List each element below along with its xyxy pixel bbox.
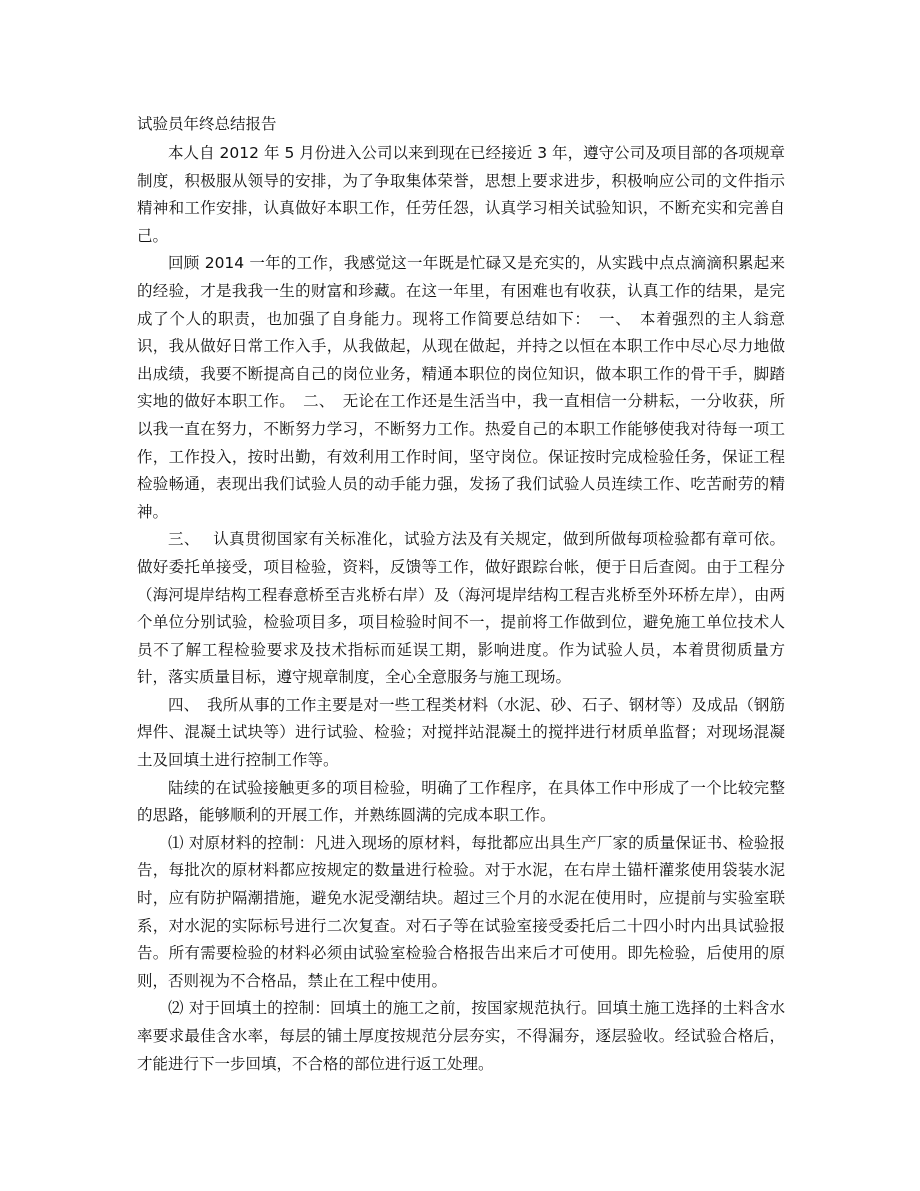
paragraph-review: 回顾 2014 一年的工作，我感觉这一年既是忙碌又是充实的，从实践中点点滴滴积累起来的经验，才是我我一生的财富和珍藏。在这一年里，有困难也有收获，认真工作的结果，是完成了个人的职责，也加强了自身能力。现将工作简要总结如下： 一、 本着强烈的主人翁意识，我从做好日常工作入手，从我做起，从现在做起，并持之以恒在本职工作中尽心尽力地做出成绩，我要不断提高自己的岗位业务，精通本职位的岗位知识，做本职工作的骨干手，脚踏实地的做好本职工作。 二、 无论在工作还是生活当中，我一直相信一分耕耘，一分收获，所以我一直在努力，不断努力学习，不断努力工作。热爱自己的本职工作能够使我对待每一项工作，工作投入，按时出勤，有效利用工作时间，坚守岗位。保证按时完成检验任务，保证工程检验畅通，表现出我们试验人员的动手能力强，发扬了我们试验人员连续工作、吃苦耐劳的精神。 (137, 254, 785, 521)
paragraph-workflow: 陆续的在试验接触更多的项目检验，明确了工作程序，在具体工作中形成了一个比较完整的思路，能够顺利的开展工作，并熟练圆满的完成本职工作。 (137, 778, 785, 825)
paragraph-backfill: ⑵ 对于回填土的控制：回填土的施工之前，按国家规范执行。回填土施工选择的土料含水率要求最佳含水率，每层的铺土厚度按规范分层夯实，不得漏夯，逐层验收。经试验合格后，才能进行下一步回填，不合格的部位进行返工处理。 (137, 999, 785, 1073)
paragraph-intro: 本人自 2012 年 5 月份进入公司以来到现在已经接近 3 年，遵守公司及项目部的各项规章制度，积极服从领导的安排，为了争取集体荣誉，思想上要求进步，积极响应公司的文件指示精神和工作安排，认真做好本职工作，任劳任怨，认真学习相关试验知识，不断充实和完善自己。 (137, 144, 785, 245)
document-title: 试验员年终总结报告 (137, 115, 277, 133)
paragraph-section-three: 三、 认真贯彻国家有关标准化，试验方法及有关规定，做到所做每项检验都有章可依。做好委托单接受，项目检验，资料，反馈等工作，做好跟踪台帐，便于日后查阅。由于工程分（海河堤岸结构工程春意桥至吉兆桥右岸）及（海河堤岸结构工程吉兆桥至外环桥左岸），由两个单位分别试验，检验项目多，项目检验时间不一，提前将工作做到位，避免施工单位技术人员不了解工程检验要求及技术指标而延误工期，影响进度。作为试验人员，本着贯彻质量方针，落实质量目标，遵守规章制度，全心全意服务与施工现场。 (137, 530, 785, 687)
paragraph-section-four: 四、 我所从事的工作主要是对一些工程类材料（水泥、砂、石子、钢材等）及成品（钢筋焊件、混凝土试块等）进行试验、检验；对搅拌站混凝土的搅拌进行材质单监督；对现场混凝土及回填土进行控制工作等。 (137, 695, 785, 770)
paragraph-raw-materials: ⑴ 对原材料的控制：凡进入现场的原材料，每批都应出具生产厂家的质量保证书、检验报告，每批次的原材料都应按规定的数量进行检验。对于水泥，在右岸土锚杆灌浆使用袋装水泥时，应有防护隔潮措施，避免水泥受潮结块。超过三个月的水泥在使用时，应提前与实验室联系，对水泥的实际标号进行二次复查。对石子等在试验室接受委托后二十四小时内出具试验报告。所有需要检验的材料必须由试验室检验合格报告出来后才可使用。即先检验，后使用的原则，否则视为不合格品，禁止在工程中使用。 (137, 833, 785, 990)
document-page (137, 111, 785, 1078)
